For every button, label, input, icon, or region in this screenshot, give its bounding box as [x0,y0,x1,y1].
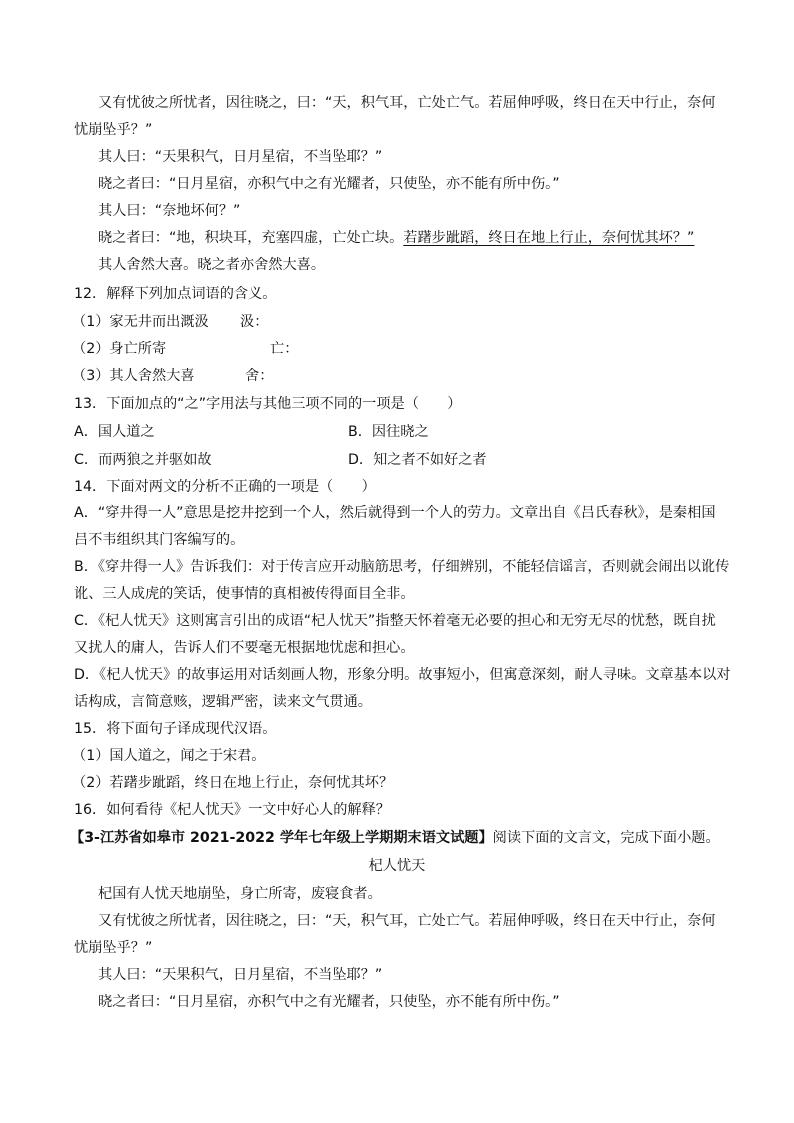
q12-item-1: （1）家无井而出溉汲 [72,314,209,330]
passage-paragraph: 又有忧彼之所忧者，因往晓之，曰：“天，积气耳，亡处亡气。若屈伸呼吸，终日在天中行止，奈何 [98,95,716,111]
passage-paragraph: 晓之者曰：“日月星宿，亦积气中之有光耀者，只使坠，亦不能有所中伤。” [98,994,560,1010]
passage-text: 晓之者曰：“地，积块耳，充塞四虚，亡处亡块。 [98,230,404,246]
passage-paragraph: 又有忧彼之所忧者，因往晓之，曰：“天，积气耳，亡处亡气。若屈伸呼吸，终日在天中行止，奈何 [98,913,716,929]
question-12-stem: 12．解释下列加点词语的含义。 [74,286,277,302]
q13-option-d: D．知之者不如好之者 [348,452,487,468]
q15-item-1: （1）国人道之，闻之于宋君。 [72,748,266,764]
passage-paragraph: 其人曰：“天果积气，日月星宿，不当坠耶？” [98,149,383,165]
section-source: 【3-江苏省如皋市 2021-2022 学年七年级上学期期末语文试题】 [70,830,493,846]
section-header [70,828,720,848]
section-instruction: 阅读下面的文言文，完成下面小题。 [492,830,720,846]
q12-item-1-word: 汲： [240,314,269,330]
passage-paragraph [98,228,694,248]
passage-paragraph: 晓之者曰：“日月星宿，亦积气中之有光耀者，只使坠，亦不能有所中伤。” [98,176,560,192]
question-15-stem: 15．将下面句子译成现代汉语。 [74,721,277,737]
q12-item-3: （3）其人舍然大喜 [72,368,195,384]
q13-option-b: B．因往晓之 [348,424,429,440]
passage-paragraph: 其人曰：“奈地坏何？” [98,203,241,219]
passage-title: 杞人忧天 [368,858,426,874]
q12-item-2: （2）身亡所寄 [72,341,167,357]
q14-option-c-cont: 又扰人的庸人，告诉人们不要毫无根据地忧虑和担心。 [74,640,415,656]
passage-paragraph-continued: 忧崩坠乎？” [74,122,153,138]
passage-paragraph: 杞国有人忧天地崩坠，身亡所寄，废寝食者。 [98,886,382,902]
q15-item-2: （2）若躇步跐蹈，终日在地上行止，奈何忧其坏？ [72,775,394,791]
q14-option-c: C．《杞人忧天》这则寓言引出的成语“杞人忧天”指整天怀着毫无必要的担心和无穷无尽的忧愁，既自扰 [74,613,716,629]
q14-option-d: D．《杞人忧天》的故事运用对话刻画人物，形象分明。故事短小，但寓意深刻，耐人寻味。文章基本以对 [74,667,731,683]
q14-option-b-cont: 讹、三人成虎的笑话，使事情的真相被传得面目全非。 [74,586,415,602]
question-16-stem: 16．如何看待《杞人忧天》一文中好心人的解释？ [74,802,390,818]
passage-paragraph-continued: 忧崩坠乎？” [74,940,153,956]
q14-option-a-cont: 吕不韦组织其门客编写的。 [74,532,245,548]
underlined-sentence: 若躇步跐蹈，终日在地上行止，奈何忧其坏？” [403,230,695,246]
q12-item-3-word: 舍： [245,368,274,384]
q14-option-b: B．《穿井得一人》告诉我们：对于传言应开动脑筋思考，仔细辨别，不能轻信谣言，否则就会闹出以讹传 [74,559,730,575]
question-14-stem: 14．下面对两文的分析不正确的一项是（ ） [74,479,376,495]
passage-paragraph: 其人曰：“天果积气，日月星宿，不当坠耶？” [98,967,383,983]
q13-option-c: C．而两狼之并驱如故 [74,452,212,468]
q14-option-d-cont: 话构成，言简意赅，逻辑严密，读来文气贯通。 [74,694,372,710]
q14-option-a: A．“穿井得一人”意思是挖井挖到一个人，然后就得到一个人的劳力。文章出自《吕氏春秋》，是秦相国 [74,505,716,521]
passage-paragraph: 其人舍然大喜。晓之者亦舍然大喜。 [98,257,326,273]
question-13-stem: 13．下面加点的“之”字用法与其他三项不同的一项是（ ） [74,396,462,412]
q13-option-a: A．国人道之 [74,424,155,440]
q12-item-2-word: 亡： [270,341,299,357]
